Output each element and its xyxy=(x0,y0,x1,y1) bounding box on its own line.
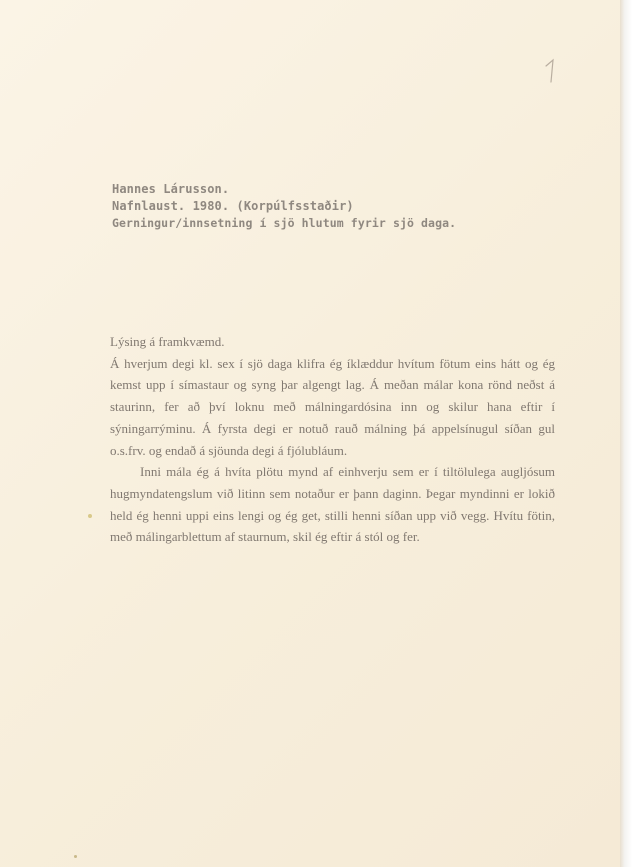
page-number-mark-icon xyxy=(544,58,558,84)
subtitle-line: Gerningur/innsetning í sjö hlutum fyrir sjö daga. xyxy=(112,216,457,230)
page-edge xyxy=(620,0,632,867)
author-line: Hannes Lárusson. xyxy=(112,182,230,196)
paper-speck xyxy=(74,855,77,858)
handwritten-page-number xyxy=(544,58,558,84)
document-header xyxy=(112,181,492,232)
body-paragraph-2: Inni mála ég á hvíta plötu mynd af einhverju sem er í tiltölulega augljósum hugmyndatengslum við litinn sem notaður er þann daginn. Þegar myndinni er lokið held ég henni uppi eins lengi og ég get, stilli henni síðan upp við vegg. Hvítu fötin, með málingarblettum af staurnum, skil ég eftir á stól og fer. xyxy=(110,464,555,545)
paper-speck xyxy=(88,514,92,518)
body-paragraph-1: Á hverjum degi kl. sex í sjö daga klifra ég íklæddur hvítum fötum eins hátt og ég kemst upp í símastaur og syng þar algengt lag. Á meðan málar kona rönd neðst á staurinn, fer að því loknu með málningardósina inn og skilur hana eftir í sýningarrýminu. Á fyrsta degi er notuð rauð málning þá appelsínugul síðan gul o.s.frv. og endað á sjöunda degi á fjólubláum. xyxy=(110,355,555,458)
body-heading: Lýsing á framkvæmd. xyxy=(110,334,225,349)
work-title-line: Nafnlaust. 1980. (Korpúlfsstaðir) xyxy=(112,199,354,213)
document-body xyxy=(110,331,555,548)
